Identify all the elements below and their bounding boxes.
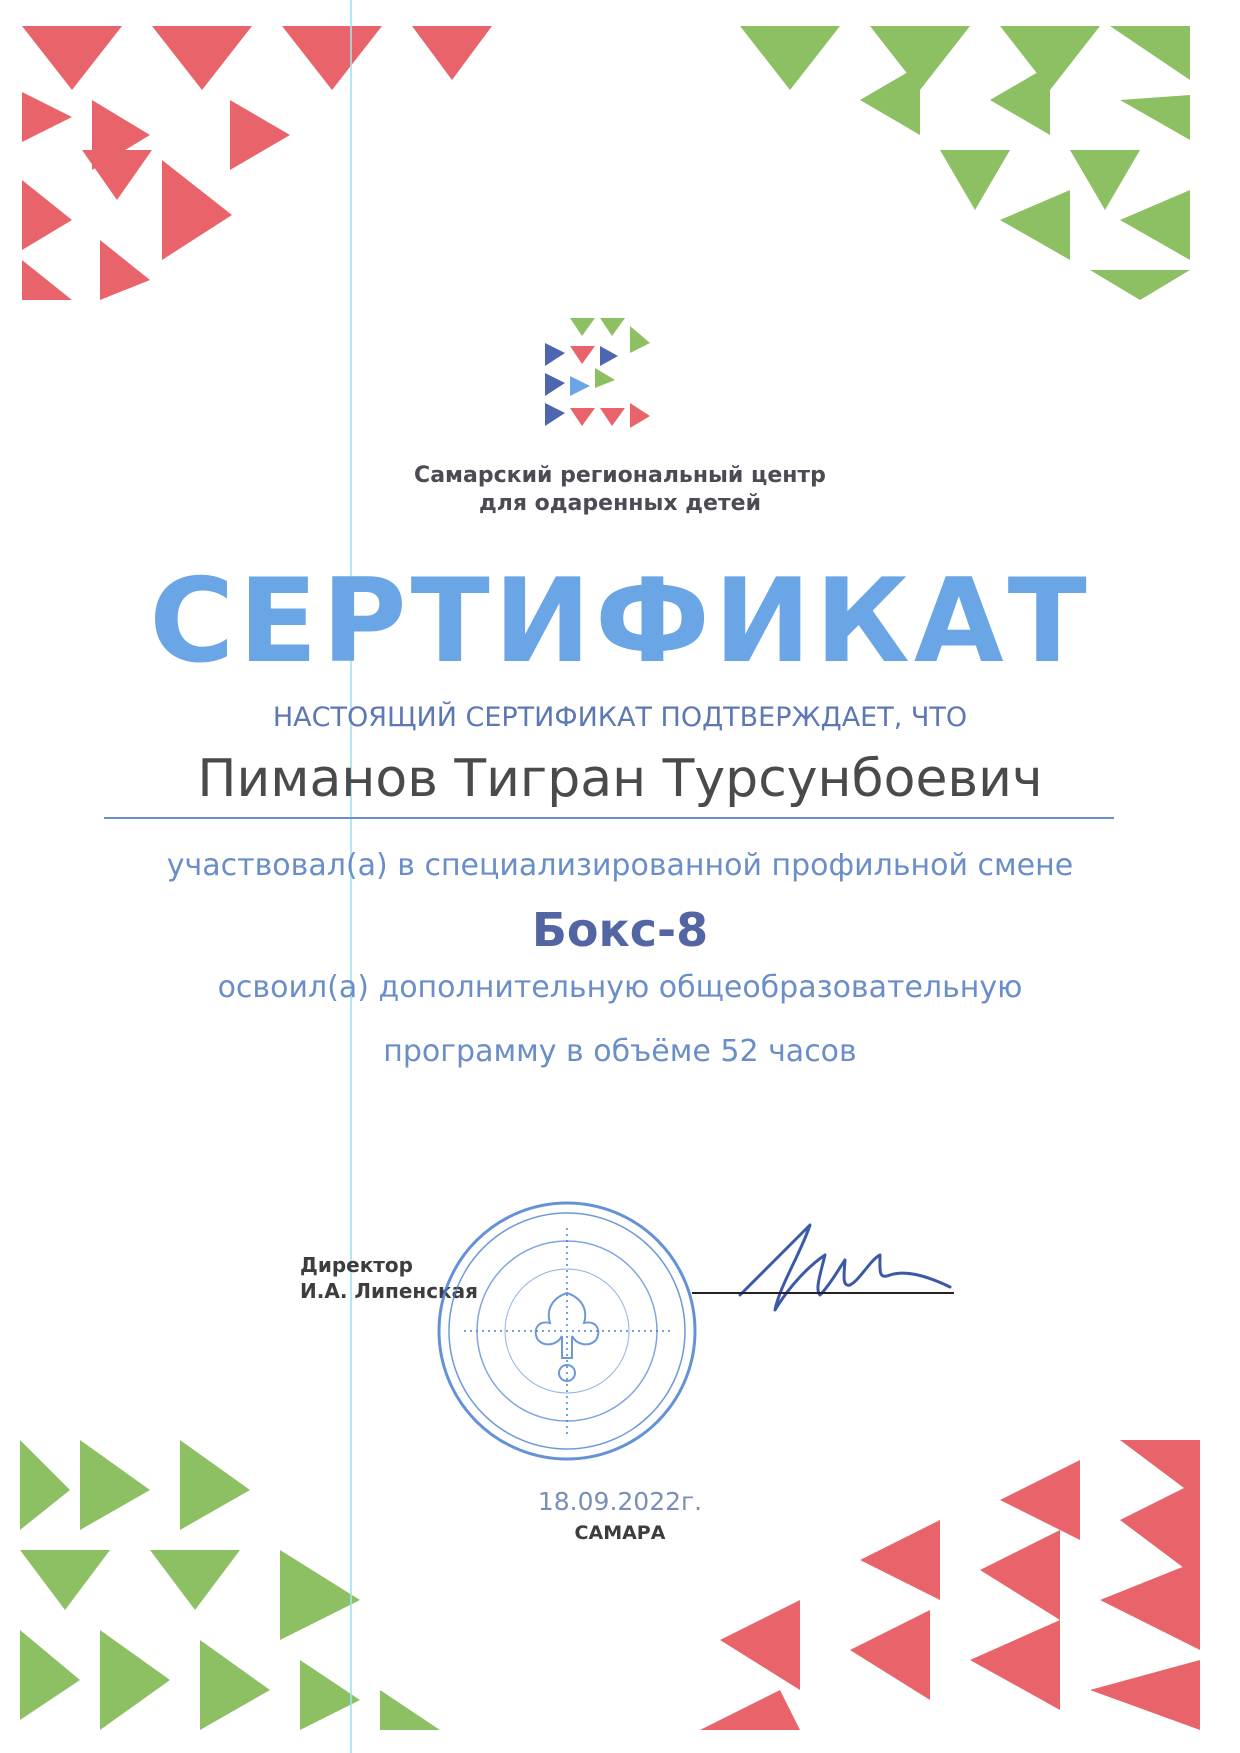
- program-name: Бокс-8: [531, 903, 709, 957]
- signature-line: [692, 1292, 954, 1294]
- recipient-name: Пиманов Тигран Турсунбоевич: [197, 749, 1043, 809]
- director-title: Директор: [300, 1253, 413, 1277]
- confirmation-text: НАСТОЯЩИЙ СЕРТИФИКАТ ПОДТВЕРЖДАЕТ, ЧТО: [272, 702, 968, 733]
- bottom-right-triangles: [700, 1440, 1200, 1730]
- organization-name-line2: для одаренных детей: [479, 491, 761, 516]
- participation-text: участвовал(а) в специализированной профильной смене: [166, 848, 1074, 883]
- director-name: И.А. Липенская: [300, 1279, 478, 1303]
- organization-name-line1: Самарский региональный центр: [414, 463, 826, 488]
- top-left-triangles: [22, 26, 492, 300]
- official-round-seal: [434, 1198, 700, 1464]
- recipient-underline: [104, 817, 1114, 819]
- mastered-text-line2: программу в объёме 52 часов: [383, 1034, 857, 1069]
- top-right-triangles: [740, 26, 1190, 300]
- issue-city: САМАРА: [574, 1522, 666, 1544]
- organization-logo: [540, 308, 670, 448]
- handwritten-signature: [720, 1215, 960, 1335]
- bottom-left-triangles: [20, 1440, 440, 1730]
- issue-date: 18.09.2022г.: [537, 1487, 703, 1516]
- mastered-text-line1: освоил(а) дополнительную общеобразовательную: [217, 970, 1023, 1005]
- certificate-title: СЕРТИФИКАТ: [149, 554, 1091, 689]
